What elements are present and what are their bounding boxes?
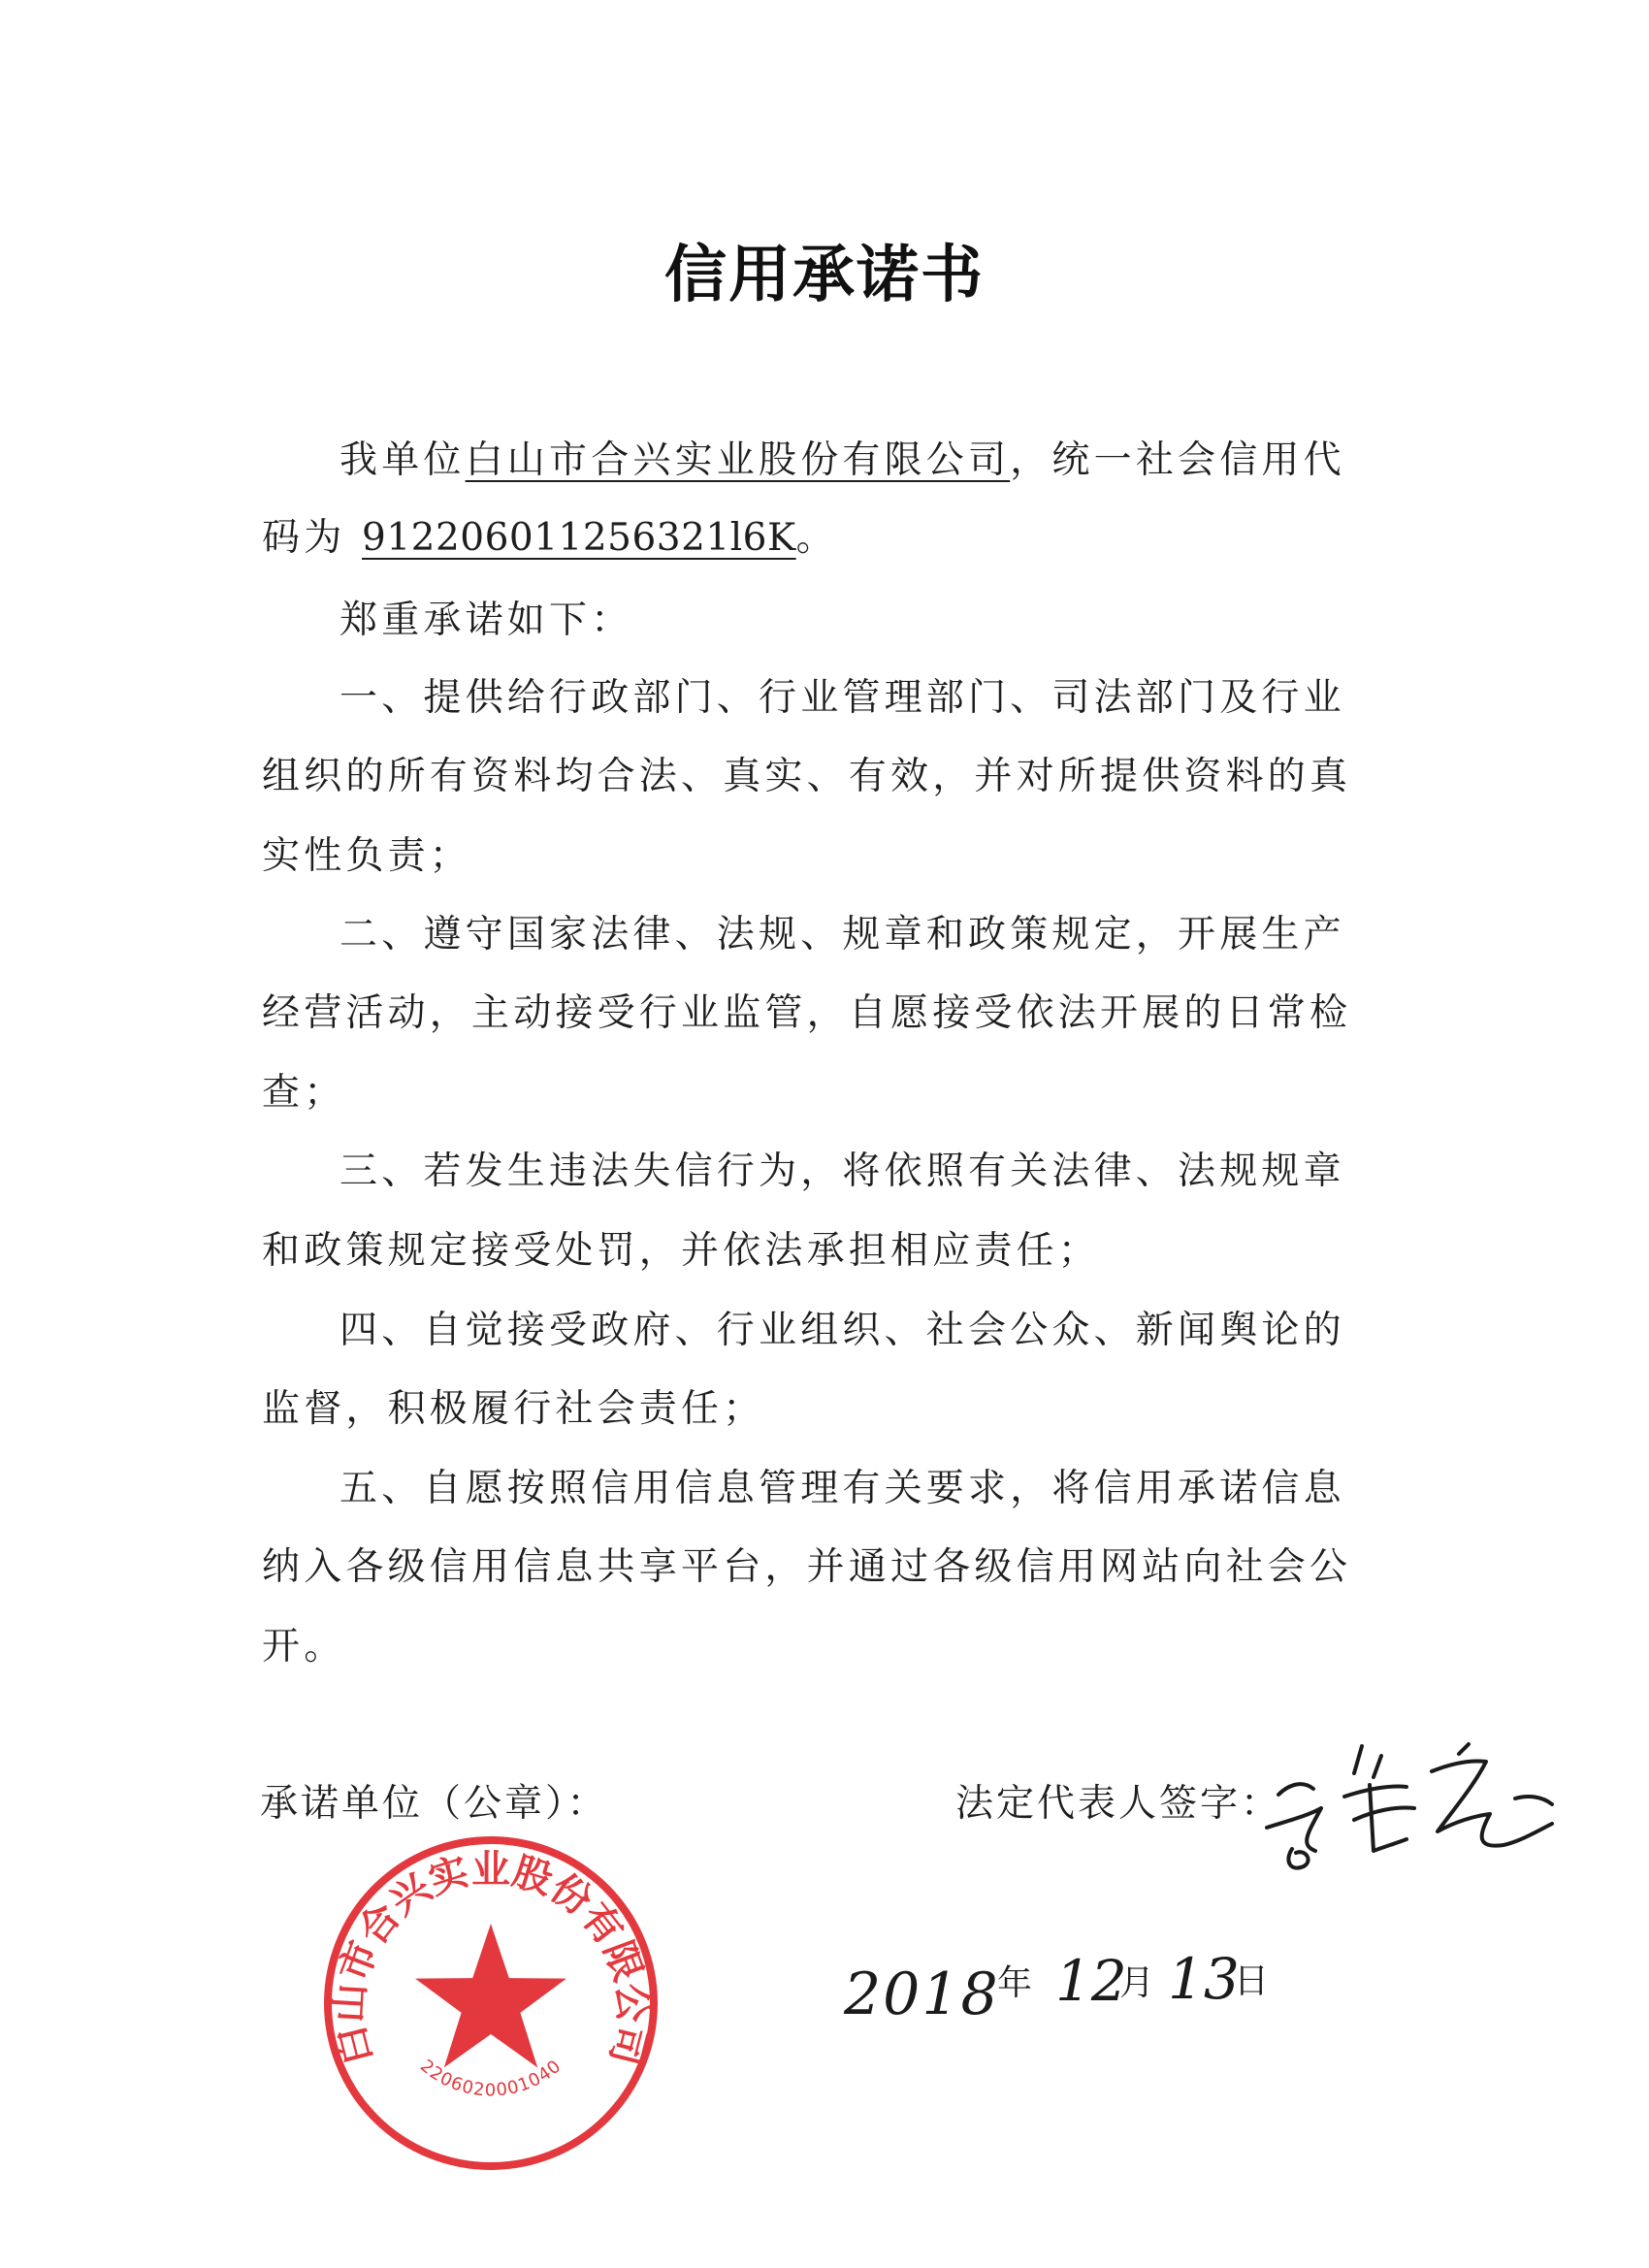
code-prefix: 码为 [262, 516, 346, 560]
item-5-line-2: 纳入各级信用信息共享平台，并通过各级信用网站向社会公 [262, 1545, 1352, 1589]
item-5-line-3: 开。 [262, 1625, 346, 1669]
unit-seal-label: 承诺单位（公章）： [260, 1782, 608, 1826]
item-1-line-3: 实性负责； [262, 834, 472, 878]
item-2-line-3: 查； [262, 1071, 346, 1115]
item-1-line-2: 组织的所有资料均合法、真实、有效，并对所提供资料的真 [262, 755, 1352, 798]
company-name: 白山市合兴实业股份有限公司 [465, 438, 1011, 482]
intro-mid: ，统一社会信用代 [1010, 438, 1345, 482]
item-1-line-1: 一、提供给行政部门、行业管理部门、司法部门及行业 [340, 676, 1345, 720]
item-4-line-1: 四、自觉接受政府、行业组织、社会公众、新闻舆论的 [340, 1309, 1345, 1352]
intro-line-1 [340, 438, 1345, 482]
seal-number: 2206020001040 [416, 2056, 566, 2101]
credit-code: 912206011256321l6K [362, 516, 796, 560]
star-icon [415, 1924, 566, 2067]
item-3-line-2: 和政策规定接受处罚，并依法承担相应责任； [262, 1229, 1101, 1273]
date-day: 13 [1168, 1946, 1240, 2012]
intro-prefix: 我单位 [340, 438, 466, 482]
item-2-line-2: 经营活动，主动接受行业监管，自愿接受依法开展的日常检 [262, 991, 1352, 1035]
date-year-char: 年 [997, 1963, 1033, 2003]
seal-company-name: 白山市合兴实业股份有限公司 [327, 1847, 655, 2070]
date-year: 2018 [844, 1960, 1000, 2028]
document-title: 信用承诺书 [664, 240, 985, 311]
legal-rep-label: 法定代表人签字： [955, 1782, 1282, 1826]
intro-line-2 [262, 516, 838, 560]
promise-heading: 郑重承诺如下： [340, 599, 633, 642]
date-day-char: 日 [1234, 1961, 1270, 2001]
code-suffix: 。 [795, 516, 838, 560]
handwritten-signature [1261, 1727, 1581, 1882]
date-month: 12 [1055, 1948, 1127, 2014]
item-3-line-1: 三、若发生违法失信行为，将依照有关法律、法规规章 [340, 1150, 1345, 1193]
company-seal [316, 1829, 665, 2178]
date-month-char: 月 [1119, 1963, 1155, 2003]
item-2-line-1: 二、遵守国家法律、法规、规章和政策规定，开展生产 [340, 913, 1345, 956]
item-5-line-1: 五、自愿按照信用信息管理有关要求，将信用承诺信息 [340, 1467, 1345, 1510]
item-4-line-2: 监督，积极履行社会责任； [262, 1387, 765, 1431]
handwritten-date [834, 1930, 1290, 2047]
